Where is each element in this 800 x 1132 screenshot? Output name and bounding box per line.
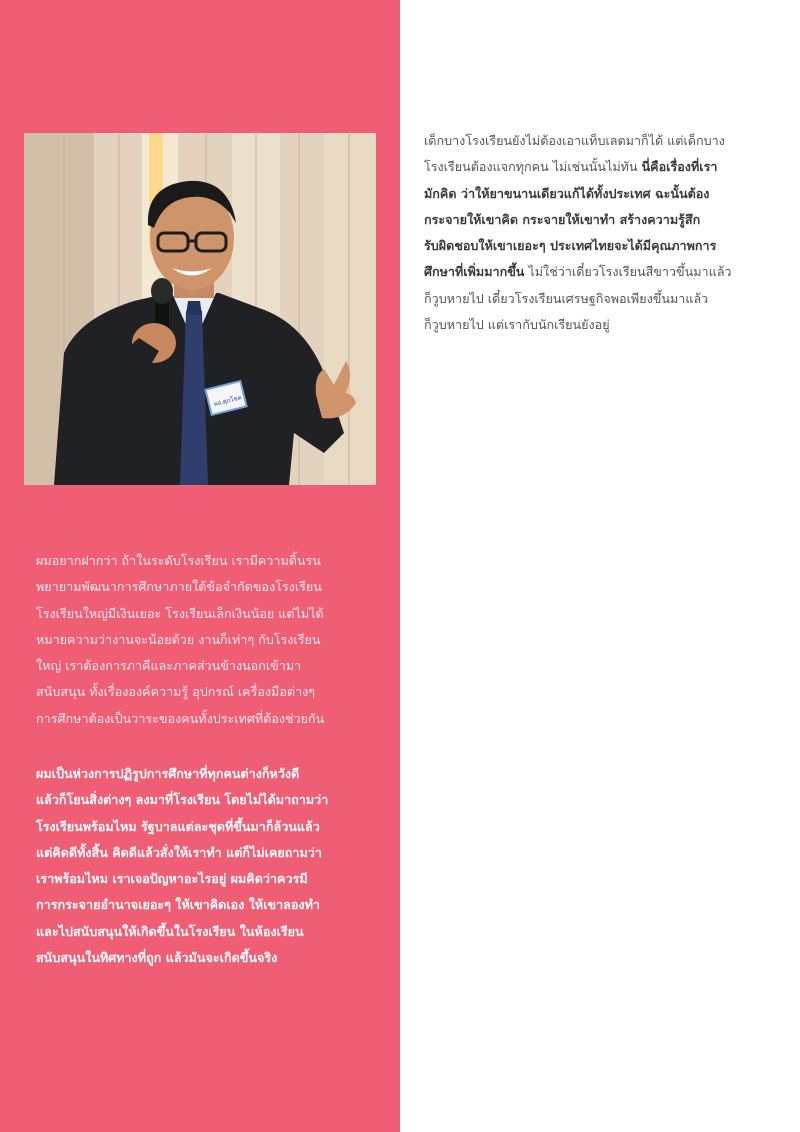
paragraph-line: การศึกษาต้องเป็นวาระของคนทั้งประเทศที่ต้องช่วยกัน (36, 710, 325, 726)
paragraph-line (424, 286, 776, 312)
paragraph-line: สนับสนุนในทิศทางที่ถูก แล้วมันจะเกิดขึ้นจริง (36, 950, 278, 966)
paragraph-line: การกระจายอำนาจเยอะๆ ให้เขาคิดเอง ให้เขาลองทำ (36, 897, 320, 913)
bold-segment: ศึกษาที่เพิ่มมากขึ้น (424, 264, 525, 280)
name-tag-text: ผอ.ศุภโชค (213, 394, 243, 408)
paragraph-line: ผมอยากฝากว่า ถ้าในระดับโรงเรียน เรามีความดิ้นรน (36, 553, 321, 568)
paragraph-line: ผมเป็นห่วงการปฏิรูปการศึกษาที่ทุกคนต่างก็หวังดี (36, 766, 300, 781)
paragraph-line: ใหญ่ เราต้องการภาคีและภาคส่วนข้างนอกเข้ามา (36, 658, 302, 674)
paragraph-line (424, 154, 776, 180)
paragraph-line: โรงเรียนพร้อมไหม รัฐบาลแต่ละชุดที่ขึ้นมาก็ล้วนแล้ว (36, 818, 320, 834)
paragraph-line: เราพร้อมไหม เราเจอปัญหาอะไรอยู่ ผมคิดว่าควรมี (36, 871, 308, 887)
paragraph-line: โรงเรียนใหญ่มีเงินเยอะ โรงเรียนเล็กเงินน้อย แต่ไม่ได้ (36, 605, 324, 621)
text-segment: ก็วูบหายไป แต่เรากับนักเรียนยังอยู่ (424, 317, 610, 333)
bold-segment: รับผิดชอบให้เขาเยอะๆ ประเทศไทยจะได้มีคุณภาพการ (424, 238, 717, 254)
text-segment: ก็วูบหายไป เดี๋ยวโรงเรียนเศรษฐกิจพอเพียงขึ้นมาแล้ว (424, 290, 709, 306)
bold-segment: นี่คือเรื่องที่เรา (641, 159, 718, 175)
paragraph-line: สนับสนุน ทั้งเรื่ององค์ความรู้ อุปกรณ์ เครื่องมือต่างๆ (36, 684, 316, 700)
left-paragraph-2 (36, 761, 376, 971)
text-segment: เด็กบางโรงเรียนยังไม่ต้องเอาแท็บเลตมาก็ได้ แต่เด็กบาง (424, 133, 725, 148)
bold-segment: กระจายให้เขาคิด กระจายให้เขาทำ สร้างความรู้สึก (424, 211, 701, 227)
paragraph-line (424, 207, 776, 233)
paragraph-line: แล้วก็โยนสิ่งต่างๆ ลงมาที่โรงเรียน โดยไม่ได้มาถามว่า (36, 792, 329, 808)
paragraph-line: และไปสนับสนุนให้เกิดขึ้นในโรงเรียน ในห้องเรียน (36, 923, 304, 939)
text-segment: ไม่ใช่ว่าเดี๋ยวโรงเรียนสีขาวขึ้นมาแล้ว (524, 264, 732, 280)
right-column-paragraph (424, 128, 776, 338)
paragraph-line: พยายามพัฒนาการศึกษาภายใต้ข้อจำกัดของโรงเรียน (36, 579, 322, 595)
paragraph-line (424, 233, 776, 259)
paragraph-line: หมายความว่างานจะน้อยด้วย งานก็เท่าๆ กับโรงเรียน (36, 631, 321, 647)
paragraph-line (424, 181, 776, 207)
bold-segment: มักคิด ว่าให้ยาขนานเดียวแก้ได้ทั้งประเทศ ฉะนั้นต้อง (424, 185, 710, 201)
paragraph-line: แต่คิดดีทั้งสิ้น คิดดีแล้วสั่งให้เราทำ แต่ก็ไม่เคยถามว่า (36, 844, 322, 860)
speaker-photo (24, 133, 376, 485)
paragraph-line (424, 312, 776, 338)
paragraph-line (424, 128, 776, 154)
paragraph-line (424, 259, 776, 285)
text-segment: โรงเรียนต้องแจกทุกคน ไม่เช่นนั้นไม่ทัน (424, 159, 642, 175)
left-paragraph-1 (36, 548, 376, 732)
